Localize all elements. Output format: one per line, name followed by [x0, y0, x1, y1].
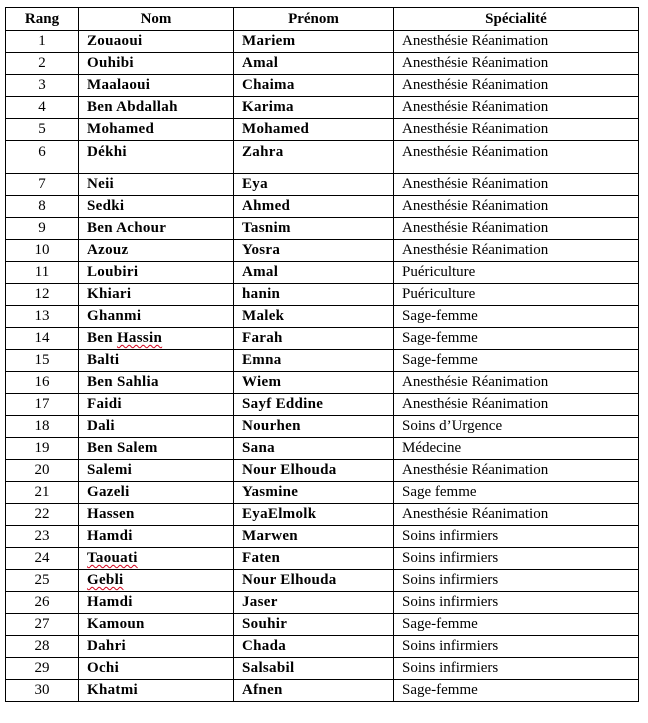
cell-specialite: Anesthésie Réanimation: [394, 53, 639, 75]
cell-specialite: Médecine: [394, 438, 639, 460]
cell-specialite: Soins infirmiers: [394, 570, 639, 592]
cell-specialite: Soins d’Urgence: [394, 416, 639, 438]
header-specialite: Spécialité: [394, 8, 639, 31]
ranking-table: [5, 7, 639, 702]
cell-prenom: Emna: [234, 350, 394, 372]
cell-nom: Ben Achour: [79, 218, 234, 240]
cell-prenom: Ahmed: [234, 196, 394, 218]
table-row: [6, 53, 639, 75]
cell-specialite: Anesthésie Réanimation: [394, 31, 639, 53]
cell-nom: Ben Sahlia: [79, 372, 234, 394]
cell-specialite: Soins infirmiers: [394, 592, 639, 614]
cell-rang: 14: [6, 328, 79, 350]
table-row: [6, 614, 639, 636]
cell-nom: Khiari: [79, 284, 234, 306]
cell-specialite: Anesthésie Réanimation: [394, 372, 639, 394]
cell-rang: 26: [6, 592, 79, 614]
cell-rang: 9: [6, 218, 79, 240]
cell-specialite: Anesthésie Réanimation: [394, 218, 639, 240]
table-row: [6, 372, 639, 394]
table-row: [6, 636, 639, 658]
cell-rang: 3: [6, 75, 79, 97]
cell-specialite: Soins infirmiers: [394, 636, 639, 658]
table-row: [6, 306, 639, 328]
cell-rang: 27: [6, 614, 79, 636]
cell-specialite: Sage-femme: [394, 680, 639, 702]
table-row: [6, 218, 639, 240]
table-row: [6, 97, 639, 119]
cell-specialite: Anesthésie Réanimation: [394, 196, 639, 218]
header-prenom: Prénom: [234, 8, 394, 31]
cell-prenom: Farah: [234, 328, 394, 350]
cell-specialite: Soins infirmiers: [394, 548, 639, 570]
cell-rang: 23: [6, 526, 79, 548]
table-body: [6, 31, 639, 702]
cell-rang: 20: [6, 460, 79, 482]
cell-prenom: Salsabil: [234, 658, 394, 680]
cell-specialite: Sage femme: [394, 482, 639, 504]
cell-prenom: Faten: [234, 548, 394, 570]
table-row: [6, 416, 639, 438]
cell-nom: Khatmi: [79, 680, 234, 702]
cell-prenom: Nour Elhouda: [234, 570, 394, 592]
table-row: [6, 262, 639, 284]
table-row: [6, 196, 639, 218]
cell-rang: 18: [6, 416, 79, 438]
cell-nom: Azouz: [79, 240, 234, 262]
cell-specialite: Soins infirmiers: [394, 658, 639, 680]
cell-nom: Loubiri: [79, 262, 234, 284]
cell-specialite: Anesthésie Réanimation: [394, 141, 639, 174]
header-rang: Rang: [6, 8, 79, 31]
cell-nom: Hamdi: [79, 526, 234, 548]
table-row: [6, 438, 639, 460]
cell-nom: Kamoun: [79, 614, 234, 636]
cell-prenom: Wiem: [234, 372, 394, 394]
table-row: [6, 482, 639, 504]
cell-nom: Ben Hassin: [79, 328, 234, 350]
cell-specialite: Anesthésie Réanimation: [394, 394, 639, 416]
cell-rang: 16: [6, 372, 79, 394]
cell-specialite: Sage-femme: [394, 306, 639, 328]
cell-prenom: Sayf Eddine: [234, 394, 394, 416]
table-row: [6, 119, 639, 141]
cell-nom: Ochi: [79, 658, 234, 680]
table-row: [6, 328, 639, 350]
cell-nom: Ghanmi: [79, 306, 234, 328]
cell-nom: Faidi: [79, 394, 234, 416]
cell-prenom: Mariem: [234, 31, 394, 53]
cell-specialite: Anesthésie Réanimation: [394, 174, 639, 196]
cell-prenom: Yosra: [234, 240, 394, 262]
spellcheck-underline: Taouati: [87, 550, 138, 566]
cell-prenom: hanin: [234, 284, 394, 306]
cell-rang: 1: [6, 31, 79, 53]
cell-nom: Dahri: [79, 636, 234, 658]
cell-prenom: Nour Elhouda: [234, 460, 394, 482]
cell-nom: Ben Abdallah: [79, 97, 234, 119]
cell-prenom: Nourhen: [234, 416, 394, 438]
cell-prenom: Amal: [234, 262, 394, 284]
cell-rang: 11: [6, 262, 79, 284]
table-row: [6, 394, 639, 416]
cell-prenom: Karima: [234, 97, 394, 119]
header-nom: Nom: [79, 8, 234, 31]
cell-rang: 22: [6, 504, 79, 526]
table-row: [6, 592, 639, 614]
cell-nom: Neii: [79, 174, 234, 196]
table-row: [6, 680, 639, 702]
table-row: [6, 141, 639, 174]
cell-prenom: Amal: [234, 53, 394, 75]
cell-prenom: Malek: [234, 306, 394, 328]
cell-specialite: Anesthésie Réanimation: [394, 75, 639, 97]
cell-prenom: Sana: [234, 438, 394, 460]
cell-specialite: Sage-femme: [394, 350, 639, 372]
cell-nom: Ben Salem: [79, 438, 234, 460]
spellcheck-underline: Hassin: [116, 330, 163, 346]
table-row: [6, 174, 639, 196]
table-row: [6, 284, 639, 306]
cell-prenom: Souhir: [234, 614, 394, 636]
cell-specialite: Anesthésie Réanimation: [394, 119, 639, 141]
cell-prenom: Mohamed: [234, 119, 394, 141]
cell-specialite: Sage-femme: [394, 328, 639, 350]
cell-specialite: Puériculture: [394, 262, 639, 284]
cell-specialite: Anesthésie Réanimation: [394, 240, 639, 262]
cell-prenom: Tasnim: [234, 218, 394, 240]
table-row: [6, 460, 639, 482]
cell-rang: 13: [6, 306, 79, 328]
cell-nom: Salemi: [79, 460, 234, 482]
table-row: [6, 548, 639, 570]
cell-prenom: Afnen: [234, 680, 394, 702]
cell-rang: 10: [6, 240, 79, 262]
cell-rang: 2: [6, 53, 79, 75]
spellcheck-underline: Gebli: [87, 572, 124, 588]
table-row: [6, 504, 639, 526]
cell-specialite: Anesthésie Réanimation: [394, 504, 639, 526]
cell-prenom: Yasmine: [234, 482, 394, 504]
cell-nom: Hamdi: [79, 592, 234, 614]
cell-specialite: Sage-femme: [394, 614, 639, 636]
cell-specialite: Soins infirmiers: [394, 526, 639, 548]
cell-prenom: Zahra: [234, 141, 394, 174]
cell-rang: 25: [6, 570, 79, 592]
cell-nom: Maalaoui: [79, 75, 234, 97]
cell-specialite: Puériculture: [394, 284, 639, 306]
cell-rang: 5: [6, 119, 79, 141]
cell-rang: 21: [6, 482, 79, 504]
cell-rang: 8: [6, 196, 79, 218]
cell-nom: Dékhi: [79, 141, 234, 174]
cell-rang: 7: [6, 174, 79, 196]
cell-prenom: Eya: [234, 174, 394, 196]
cell-nom: Balti: [79, 350, 234, 372]
cell-nom: [79, 570, 234, 592]
table-row: [6, 75, 639, 97]
table-row: [6, 526, 639, 548]
cell-prenom: EyaElmolk: [234, 504, 394, 526]
cell-rang: 29: [6, 658, 79, 680]
cell-nom: Hassen: [79, 504, 234, 526]
cell-specialite: Anesthésie Réanimation: [394, 97, 639, 119]
cell-rang: 17: [6, 394, 79, 416]
header-row: [6, 8, 639, 31]
cell-nom: Dali: [79, 416, 234, 438]
cell-rang: 4: [6, 97, 79, 119]
cell-rang: 19: [6, 438, 79, 460]
cell-rang: 24: [6, 548, 79, 570]
cell-prenom: Jaser: [234, 592, 394, 614]
cell-nom: Ouhibi: [79, 53, 234, 75]
cell-nom: Sedki: [79, 196, 234, 218]
cell-rang: 30: [6, 680, 79, 702]
cell-rang: 28: [6, 636, 79, 658]
cell-prenom: Chada: [234, 636, 394, 658]
cell-nom: Mohamed: [79, 119, 234, 141]
table-row: [6, 350, 639, 372]
cell-specialite: Anesthésie Réanimation: [394, 460, 639, 482]
cell-nom: Gazeli: [79, 482, 234, 504]
cell-nom: Zouaoui: [79, 31, 234, 53]
table-row: [6, 31, 639, 53]
table-row: [6, 658, 639, 680]
cell-rang: 12: [6, 284, 79, 306]
cell-rang: 15: [6, 350, 79, 372]
cell-prenom: Marwen: [234, 526, 394, 548]
table-row: [6, 570, 639, 592]
cell-prenom: Chaima: [234, 75, 394, 97]
cell-rang: 6: [6, 141, 79, 174]
table-row: [6, 240, 639, 262]
cell-nom: [79, 548, 234, 570]
